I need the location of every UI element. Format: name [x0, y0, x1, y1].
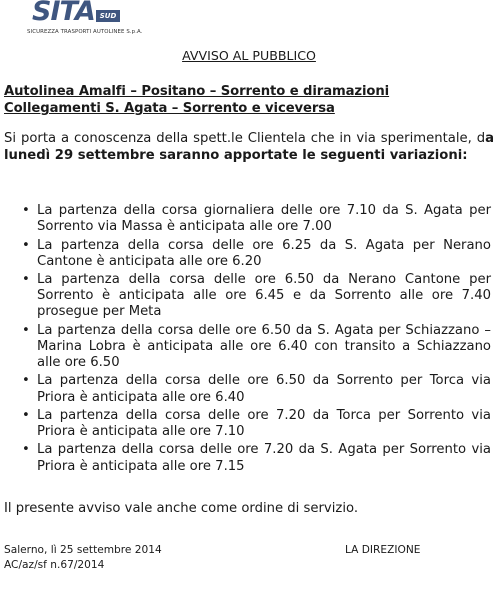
logo-suffix-badge: SUD — [96, 10, 120, 22]
logo-wordmark: SITA — [32, 0, 95, 27]
list-item — [0, 272, 491, 321]
signature: LA DIREZIONE — [345, 544, 421, 556]
company-logo — [16, 0, 143, 40]
list-item — [0, 238, 491, 270]
list-item — [0, 442, 491, 474]
bullet-icon: • — [22, 203, 30, 218]
route-title-line-2: Collegamenti S. Agata – Sorrento e viceversa — [4, 101, 335, 116]
intro-text: Si porta a conoscenza della spett.le Clientela che in via sperimentale, d — [4, 131, 486, 146]
bullet-icon: • — [22, 237, 30, 253]
list-item — [0, 408, 491, 440]
place-date: Salerno, lì 25 settembre 2014 — [4, 544, 162, 556]
change-text: La partenza della corsa giornaliera delle ore 7.10 da S. Agata per Sorrento via Massa è anticipata alle ore 7.00 — [37, 203, 491, 235]
change-text: La partenza della corsa delle ore 6.50 da S. Agata per Schiazzano – Marina Lobra è anticipata alle ore 6.40 con transito a Schiazzano alle ore 6.50 — [37, 322, 491, 371]
changes-list — [0, 203, 498, 477]
list-item — [0, 203, 491, 235]
intro-paragraph — [4, 131, 494, 164]
bullet-icon: • — [22, 272, 30, 287]
closing-sentence: Il presente avviso vale anche come ordine di servizio. — [4, 501, 359, 516]
change-text: La partenza della corsa delle ore 6.50 da Sorrento per Torca via Priora è anticipata alle ore 6.40 — [37, 373, 491, 405]
logo-tagline: SICUREZZA TRASPORTI AUTOLINEE S.p.A. — [27, 29, 143, 35]
bullet-icon: • — [22, 322, 30, 338]
notice-heading: AVVISO AL PUBBLICO — [182, 48, 316, 63]
change-text: La partenza della corsa delle ore 7.20 da S. Agata per Sorrento via Priora è anticipata alle ore 7.15 — [37, 442, 491, 474]
bullet-icon: • — [22, 373, 30, 389]
intro-date-text: a lunedì 29 settembre saranno apportate le seguenti variazioni: — [4, 131, 494, 163]
list-item — [0, 373, 491, 405]
change-text: La partenza della corsa delle ore 6.25 da S. Agata per Nerano Cantone è anticipata alle ore 6.20 — [37, 237, 491, 269]
document-reference: AC/az/sf n.67/2014 — [4, 559, 105, 571]
route-title-line-1: Autolinea Amalfi – Positano – Sorrento e diramazioni — [4, 84, 390, 99]
change-text: La partenza della corsa delle ore 7.20 da Torca per Sorrento via Priora è anticipata alle ore 7.10 — [37, 407, 491, 440]
bullet-icon: • — [22, 407, 30, 423]
list-item — [0, 323, 491, 372]
bullet-icon: • — [22, 442, 30, 458]
change-text: La partenza della corsa delle ore 6.50 da Nerano Cantone per Sorrento è anticipata alle ore 6.45 e da Sorrento alle ore 7.40 prosegue per Meta — [37, 272, 491, 320]
